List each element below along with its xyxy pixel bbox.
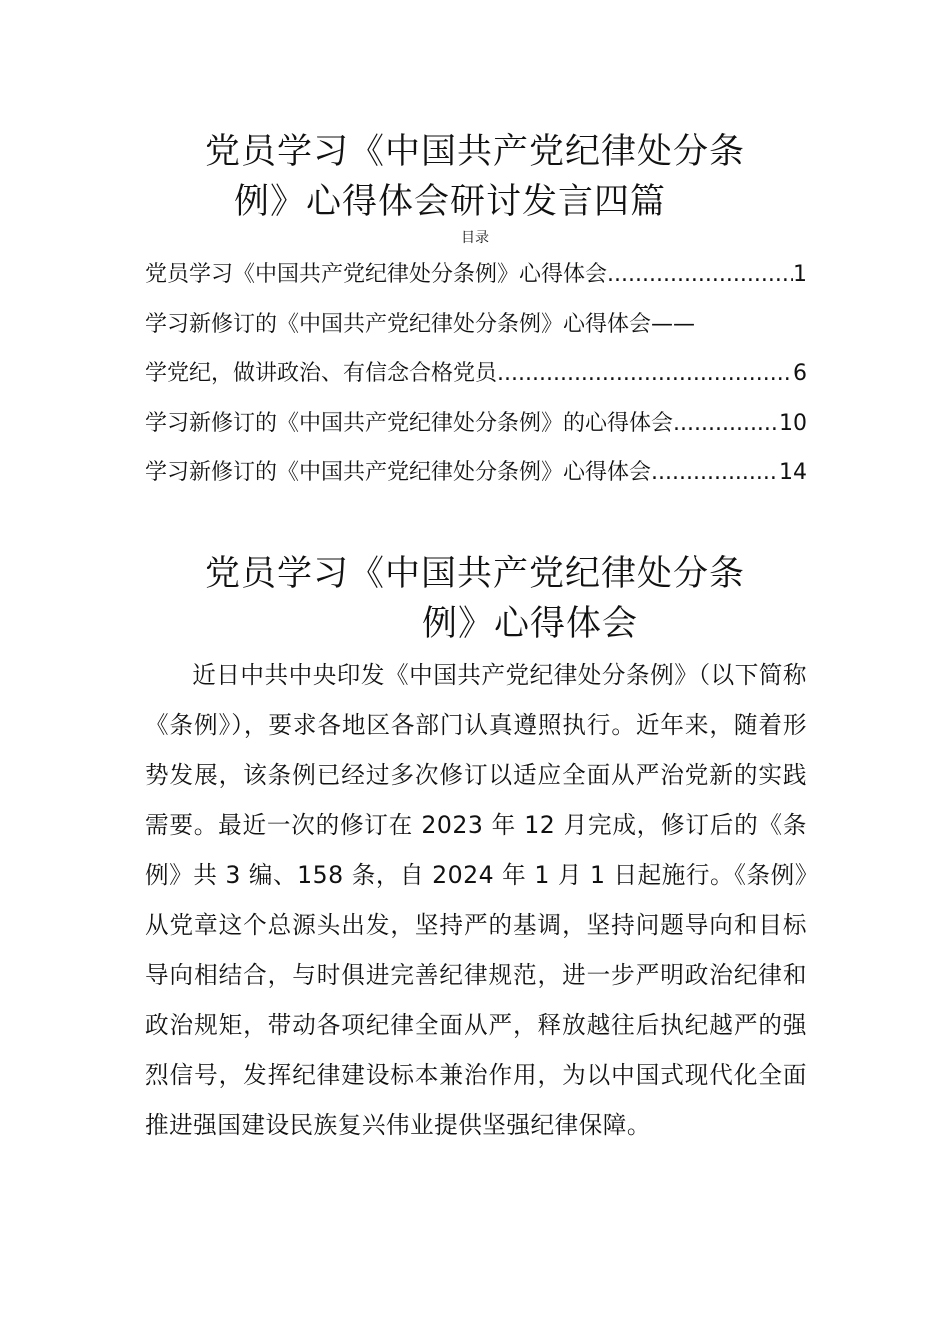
toc-entry-text: 学习新修订的《中国共产党纪律处分条例》的心得体会 [145,410,674,436]
toc-entry-page: 14 [779,460,807,485]
section-title-line-1: 党员学习《中国共产党纪律处分条 [204,554,745,594]
toc-entry[interactable] [145,399,807,449]
main-title-line-2: 例》心得体会研讨发言四篇 [233,182,666,222]
toc-entry[interactable] [145,300,807,350]
toc-entry-text: 党员学习《中国共产党纪律处分条例》心得体会 [145,262,608,287]
toc-entry[interactable] [145,349,807,399]
toc-entry-page: 10 [779,410,807,436]
toc-leader-dots [673,399,779,449]
toc-leader-dots [651,448,779,498]
toc-entry-page: 6 [793,361,807,386]
section-title-line-2: 例》心得体会 [421,604,638,644]
main-title-line-1: 党员学习《中国共产党纪律处分条 [204,132,745,172]
toc-leader-dots [497,349,793,399]
toc-entry[interactable] [145,250,807,300]
body-paragraph: 近日中共中央印发《中国共产党纪律处分条例》（以下简称《条例》），要求各地区各部门认真遵照执行。近年来，随着形势发展，该条例已经过多次修订以适应全面从严治党新的实践需要。最近一次的修订在 2023 年 12 月完成，修订后的《条例》共 3 编、158 条，自 2024 年 1 月 1 日起施行。《条例》从党章这个总源头出发，坚持严的基调，坚持问题导向和目标导向相结合，与时俱进完善纪律规范，进一步严明政治纪律和政治规矩，带动各项纪律全面从严，释放越往后执纪越严的强烈信号，发挥纪律建设标本兼治作用，为以中国式现代化全面推进强国建设民族复兴伟业提供坚强纪律保障。 [145,661,807,1139]
table-of-contents [145,250,807,498]
toc-entry-text: 学党纪，做讲政治、有信念合格党员 [145,361,498,386]
toc-entry-page: 1 [793,262,807,287]
toc-entry[interactable] [145,448,807,498]
toc-entry-text: 学习新修订的《中国共产党纪律处分条例》心得体会 [145,460,652,485]
toc-leader-dots [607,250,793,300]
toc-entry-text: 学习新修订的《中国共产党纪律处分条例》心得体会—— [145,311,696,337]
toc-label: 目录 [461,230,489,246]
